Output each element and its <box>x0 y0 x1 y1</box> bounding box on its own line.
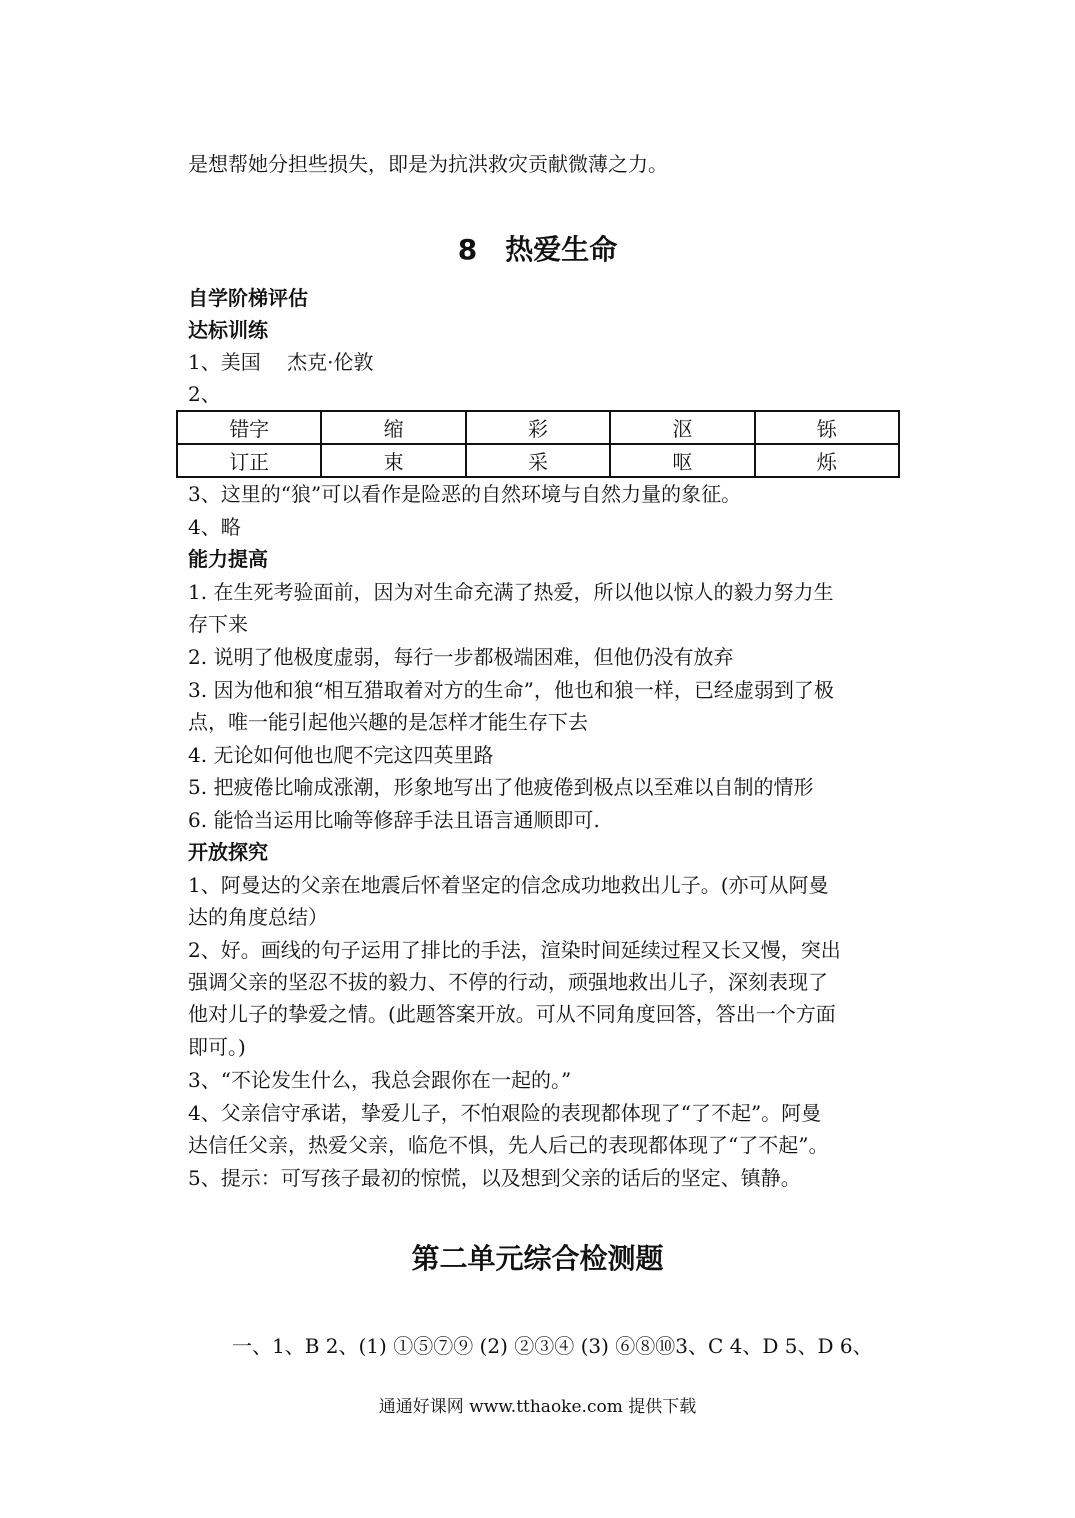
open-line: 1、阿曼达的父亲在地震后怀着坚定的信念成功地救出儿子。(亦可从阿曼 <box>188 873 829 897</box>
open-line: 他对儿子的挚爱之情。(此题答案开放。可从不同角度回答，答出一个方面 <box>188 1002 836 1026</box>
table-cell: 彩 <box>466 411 610 444</box>
table-cell: 束 <box>321 444 465 477</box>
ability-line: 3. 因为他和狼“相互猎取着对方的生命”，他也和狼一样，已经虚弱到了极 <box>188 678 834 702</box>
continued-text-line: 是想帮她分担些损失，即是为抗洪救灾贡献微薄之力。 <box>188 152 668 176</box>
open-line: 即可。) <box>188 1035 246 1059</box>
open-line: 达信任父亲，热爱父亲，临危不惧，先人后己的表现都体现了“了不起”。 <box>188 1133 829 1157</box>
table-cell: 订正 <box>177 444 321 477</box>
table-cell: 缩 <box>321 411 465 444</box>
open-line: 强调父亲的坚忍不拔的毅力、不停的行动，顽强地救出儿子，深刻表现了 <box>188 970 828 994</box>
unit-answer-line: 一、1、B 2、(1) ①⑤⑦⑨ (2) ②③④ (3) ⑥⑧⑩3、C 4、D 5、D 6、 <box>232 1334 873 1358</box>
section-title-self-study: 自学阶梯评估 <box>188 286 308 310</box>
ability-line: 存下来 <box>188 612 248 636</box>
table-cell: 沤 <box>610 411 754 444</box>
table-cell: 采 <box>466 444 610 477</box>
ability-line: 4. 无论如何他也爬不完这四英里路 <box>188 743 494 767</box>
table-cell: 呕 <box>610 444 754 477</box>
correction-table <box>176 410 900 478</box>
section-title-open-inquiry: 开放探究 <box>188 840 268 864</box>
answer-item-3: 3、这里的“狼”可以看作是险恶的自然环境与自然力量的象征。 <box>188 482 742 506</box>
ability-line: 5. 把疲倦比喻成涨潮，形象地写出了他疲倦到极点以至难以自制的情形 <box>188 775 814 799</box>
section-title-standard-training: 达标训练 <box>188 318 268 342</box>
open-line: 3、“不论发生什么，我总会跟你在一起的。” <box>188 1068 572 1092</box>
table-cell: 错字 <box>177 411 321 444</box>
ability-line: 点，唯一能引起他兴趣的是怎样才能生存下去 <box>188 710 588 734</box>
section-title-ability: 能力提高 <box>188 547 268 571</box>
answer-item-4: 4、略 <box>188 515 241 539</box>
open-line: 2、好。画线的句子运用了排比的手法，渲染时间延续过程又长又慢，突出 <box>188 938 841 962</box>
answer-item-1: 1、美国 杰克·伦敦 <box>188 350 374 374</box>
table-cell: 铄 <box>755 411 899 444</box>
open-line: 5、提示：可写孩子最初的惊慌，以及想到父亲的话后的坚定、镇静。 <box>188 1166 801 1190</box>
lesson-title: 8 热爱生命 <box>457 233 618 266</box>
open-line: 4、父亲信守承诺，挚爱儿子，不怕艰险的表现都体现了“了不起”。阿曼 <box>188 1101 822 1125</box>
unit-title: 第二单元综合检测题 <box>411 1242 664 1275</box>
ability-line: 1. 在生死考验面前，因为对生命充满了热爱，所以他以惊人的毅力努力生 <box>188 580 834 604</box>
answer-item-2: 2、 <box>188 382 221 406</box>
open-line: 达的角度总结） <box>188 905 328 929</box>
ability-line: 6. 能恰当运用比喻等修辞手法且语言通顺即可. <box>188 808 600 832</box>
table-cell: 烁 <box>755 444 899 477</box>
footer-source: 通通好课网 www.tthaoke.com 提供下载 <box>378 1397 697 1417</box>
table-row <box>177 444 899 477</box>
table-row <box>177 411 899 444</box>
ability-line: 2. 说明了他极度虚弱，每行一步都极端困难，但他仍没有放弃 <box>188 645 734 669</box>
